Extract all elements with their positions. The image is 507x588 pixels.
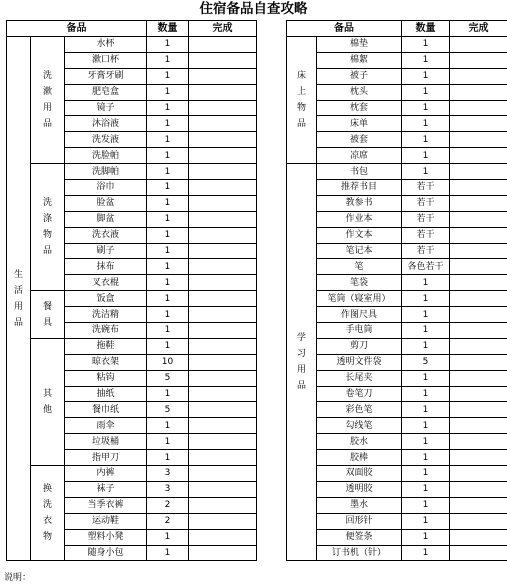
item-done-cell[interactable]: [189, 148, 257, 164]
item-qty: 1: [402, 545, 450, 561]
item-name: 便签条: [317, 529, 402, 545]
item-qty: 1: [402, 370, 450, 386]
table-row: [7, 291, 507, 307]
table-row: [7, 116, 507, 132]
table-row: [7, 100, 507, 116]
item-qty: 1: [147, 450, 189, 466]
table-row: [7, 243, 507, 259]
category-life: 生 活 用 品: [7, 37, 31, 561]
item-qty: 1: [147, 132, 189, 148]
item-done-cell[interactable]: [189, 211, 257, 227]
item-done-cell[interactable]: [189, 338, 257, 354]
item-done-cell[interactable]: [189, 84, 257, 100]
item-name: 洗发液: [65, 132, 147, 148]
item-name: 回形针: [317, 513, 402, 529]
item-done-cell[interactable]: [450, 37, 507, 53]
item-qty: 1: [147, 227, 189, 243]
item-qty: 1: [147, 275, 189, 291]
gap-cell: [257, 227, 287, 243]
item-done-cell[interactable]: [189, 227, 257, 243]
item-name: 笔: [317, 259, 402, 275]
item-name: 作图尺具: [317, 307, 402, 323]
table-row: [7, 434, 507, 450]
header-left-item: 备品: [7, 21, 147, 37]
gap-cell: [257, 338, 287, 354]
item-qty: 1: [402, 37, 450, 53]
group-name: 床 上 物 品: [287, 37, 317, 164]
item-name: 洗衣液: [65, 227, 147, 243]
table-row: [7, 450, 507, 466]
item-qty: 1: [147, 68, 189, 84]
checklist-table: [6, 20, 507, 561]
item-done-cell[interactable]: [450, 545, 507, 561]
table-row: [7, 148, 507, 164]
item-done-cell[interactable]: [450, 354, 507, 370]
item-name: 沐浴液: [65, 116, 147, 132]
item-qty: 3: [147, 466, 189, 482]
gap-cell: [257, 481, 287, 497]
item-qty: 1: [402, 386, 450, 402]
item-name: 双面胶: [317, 466, 402, 482]
item-done-cell[interactable]: [450, 450, 507, 466]
gap-cell: [257, 529, 287, 545]
item-done-cell[interactable]: [450, 132, 507, 148]
item-done-cell[interactable]: [450, 386, 507, 402]
table-row: [7, 481, 507, 497]
group-name: 餐 具: [31, 291, 65, 339]
item-name: 拖鞋: [65, 338, 147, 354]
item-name: 洗脸帕: [65, 148, 147, 164]
table-row: [7, 37, 507, 53]
item-qty: 3: [147, 481, 189, 497]
item-qty: 5: [147, 370, 189, 386]
item-done-cell[interactable]: [189, 195, 257, 211]
item-done-cell[interactable]: [450, 227, 507, 243]
item-qty: 1: [147, 259, 189, 275]
item-name: 透明文件袋: [317, 354, 402, 370]
item-qty: 各色若干: [402, 259, 450, 275]
table-row: [7, 275, 507, 291]
item-qty: 5: [147, 402, 189, 418]
item-qty: 1: [402, 275, 450, 291]
table-row: [7, 497, 507, 513]
item-qty: 1: [402, 84, 450, 100]
item-done-cell[interactable]: [450, 84, 507, 100]
gap-cell: [257, 180, 287, 196]
item-done-cell[interactable]: [189, 434, 257, 450]
item-qty: 1: [147, 52, 189, 68]
table-row: [7, 323, 507, 339]
item-done-cell[interactable]: [450, 164, 507, 180]
item-name: 洗脚帕: [65, 164, 147, 180]
item-name: 塑料小凳: [65, 529, 147, 545]
item-name: 当季衣裤: [65, 497, 147, 513]
header-row: [7, 21, 507, 37]
table-row: [7, 418, 507, 434]
item-qty: 1: [147, 84, 189, 100]
item-done-cell[interactable]: [189, 291, 257, 307]
item-name: 叉衣棍: [65, 275, 147, 291]
gap-cell: [257, 275, 287, 291]
item-qty: 1: [147, 195, 189, 211]
item-done-cell[interactable]: [450, 291, 507, 307]
table-row: [7, 529, 507, 545]
item-done-cell[interactable]: [189, 481, 257, 497]
item-name: 抽纸: [65, 386, 147, 402]
gap-cell: [257, 450, 287, 466]
table-row: [7, 259, 507, 275]
item-qty: 若干: [402, 211, 450, 227]
gap-cell: [257, 466, 287, 482]
table-row: [7, 52, 507, 68]
item-done-cell[interactable]: [450, 275, 507, 291]
gap-cell: [257, 259, 287, 275]
gap-cell: [257, 84, 287, 100]
item-name: 透明胶: [317, 481, 402, 497]
item-name: 内裤: [65, 466, 147, 482]
header-right-item: 备品: [287, 21, 402, 37]
item-qty: 2: [147, 497, 189, 513]
table-row: [7, 513, 507, 529]
item-name: 笔记本: [317, 243, 402, 259]
item-qty: 1: [147, 116, 189, 132]
item-done-cell[interactable]: [450, 481, 507, 497]
item-qty: 若干: [402, 227, 450, 243]
item-name: 脚盆: [65, 211, 147, 227]
item-done-cell[interactable]: [189, 513, 257, 529]
item-done-cell[interactable]: [189, 243, 257, 259]
item-done-cell[interactable]: [450, 323, 507, 339]
item-done-cell[interactable]: [450, 100, 507, 116]
item-done-cell[interactable]: [189, 529, 257, 545]
gap-cell: [257, 291, 287, 307]
gap-cell: [257, 148, 287, 164]
group-name: 洗 涤 物 品: [31, 164, 65, 291]
item-done-cell[interactable]: [189, 402, 257, 418]
item-qty: 1: [147, 338, 189, 354]
item-qty: 1: [147, 307, 189, 323]
item-qty: 1: [147, 100, 189, 116]
gap-cell: [257, 307, 287, 323]
item-name: 作文本: [317, 227, 402, 243]
item-done-cell[interactable]: [189, 418, 257, 434]
item-qty: 1: [147, 243, 189, 259]
item-qty: 2: [147, 513, 189, 529]
item-qty: 1: [147, 211, 189, 227]
table-row: [7, 545, 507, 561]
table-row: [7, 211, 507, 227]
item-name: 订书机（针）: [317, 545, 402, 561]
gap-cell: [257, 386, 287, 402]
item-qty: 1: [147, 434, 189, 450]
table-row: [7, 132, 507, 148]
item-done-cell[interactable]: [450, 402, 507, 418]
table-row: [7, 338, 507, 354]
item-qty: 1: [402, 466, 450, 482]
group-name: 其 他: [31, 338, 65, 465]
header-gap: [257, 21, 287, 37]
item-name: 作业本: [317, 211, 402, 227]
table-row: [7, 354, 507, 370]
item-name: 洗碗布: [65, 323, 147, 339]
table-row: [7, 307, 507, 323]
gap-cell: [257, 354, 287, 370]
table-row: [7, 402, 507, 418]
gap-cell: [257, 323, 287, 339]
item-qty: 1: [402, 434, 450, 450]
item-qty: 1: [402, 513, 450, 529]
item-name: 长尾夹: [317, 370, 402, 386]
item-done-cell[interactable]: [189, 37, 257, 53]
table-row: [7, 386, 507, 402]
item-done-cell[interactable]: [450, 68, 507, 84]
item-done-cell[interactable]: [189, 323, 257, 339]
item-qty: 1: [402, 323, 450, 339]
table-row: [7, 164, 507, 180]
item-name: 卷笔刀: [317, 386, 402, 402]
item-qty: 1: [402, 497, 450, 513]
table-row: [7, 370, 507, 386]
item-name: 漱口杯: [65, 52, 147, 68]
item-qty: 1: [402, 164, 450, 180]
item-done-cell[interactable]: [450, 529, 507, 545]
item-done-cell[interactable]: [450, 434, 507, 450]
item-qty: 1: [402, 418, 450, 434]
item-qty: 1: [147, 37, 189, 53]
group-name: 学 习 用 品: [287, 164, 317, 561]
item-name: 书包: [317, 164, 402, 180]
item-done-cell[interactable]: [189, 180, 257, 196]
item-name: 教参书: [317, 195, 402, 211]
item-done-cell[interactable]: [189, 100, 257, 116]
item-qty: 1: [402, 132, 450, 148]
item-qty: 若干: [402, 243, 450, 259]
item-name: 勾线笔: [317, 418, 402, 434]
item-name: 脸盆: [65, 195, 147, 211]
item-name: 垃圾桶: [65, 434, 147, 450]
item-qty: 1: [402, 450, 450, 466]
table-row: [7, 227, 507, 243]
gap-cell: [257, 402, 287, 418]
item-qty: 1: [402, 291, 450, 307]
item-done-cell[interactable]: [450, 497, 507, 513]
gap-cell: [257, 434, 287, 450]
note-text: 说明：: [4, 573, 32, 583]
item-done-cell[interactable]: [189, 370, 257, 386]
item-name: 被套: [317, 132, 402, 148]
item-done-cell[interactable]: [189, 386, 257, 402]
item-done-cell[interactable]: [450, 259, 507, 275]
item-name: 笔袋: [317, 275, 402, 291]
gap-cell: [257, 195, 287, 211]
item-qty: 5: [402, 354, 450, 370]
item-name: 棉絮: [317, 52, 402, 68]
item-name: 枕套: [317, 100, 402, 116]
group-name: 洗 漱 用 品: [31, 37, 65, 164]
gap-cell: [257, 243, 287, 259]
item-done-cell[interactable]: [189, 354, 257, 370]
gap-cell: [257, 211, 287, 227]
table-row: [7, 180, 507, 196]
item-qty: 1: [402, 529, 450, 545]
gap-cell: [257, 370, 287, 386]
item-done-cell[interactable]: [189, 497, 257, 513]
item-qty: 1: [147, 386, 189, 402]
gap-cell: [257, 497, 287, 513]
item-qty: 1: [147, 164, 189, 180]
item-name: 手电筒: [317, 323, 402, 339]
item-qty: 1: [147, 291, 189, 307]
item-name: 彩色笔: [317, 402, 402, 418]
page-title: 住宿备品自查攻略: [199, 1, 308, 17]
gap-cell: [257, 513, 287, 529]
table-row: [7, 84, 507, 100]
item-name: 饭盒: [65, 291, 147, 307]
gap-cell: [257, 68, 287, 84]
item-name: 推荐书目: [317, 180, 402, 196]
item-qty: 10: [147, 354, 189, 370]
item-done-cell[interactable]: [450, 418, 507, 434]
item-name: 剪刀: [317, 338, 402, 354]
item-done-cell[interactable]: [450, 370, 507, 386]
item-qty: 1: [402, 68, 450, 84]
item-name: 肥皂盒: [65, 84, 147, 100]
item-name: 晾衣架: [65, 354, 147, 370]
gap-cell: [257, 52, 287, 68]
item-done-cell[interactable]: [189, 52, 257, 68]
item-name: 粘钩: [65, 370, 147, 386]
item-name: 刷子: [65, 243, 147, 259]
item-done-cell[interactable]: [450, 195, 507, 211]
item-name: 凉席: [317, 148, 402, 164]
item-name: 棉垫: [317, 37, 402, 53]
item-qty: 1: [402, 481, 450, 497]
item-done-cell[interactable]: [450, 116, 507, 132]
item-name: 雨伞: [65, 418, 147, 434]
item-qty: 1: [402, 307, 450, 323]
item-name: 运动鞋: [65, 513, 147, 529]
table-row: [7, 466, 507, 482]
item-name: 餐巾纸: [65, 402, 147, 418]
item-done-cell[interactable]: [450, 338, 507, 354]
item-done-cell[interactable]: [189, 466, 257, 482]
item-qty: 1: [402, 148, 450, 164]
header-left-done: 完成: [189, 21, 257, 37]
item-done-cell[interactable]: [189, 275, 257, 291]
item-name: 袜子: [65, 481, 147, 497]
header-right-qty: 数量: [402, 21, 450, 37]
item-qty: 1: [147, 323, 189, 339]
header-left-qty: 数量: [147, 21, 189, 37]
item-qty: 1: [402, 52, 450, 68]
item-name: 被子: [317, 68, 402, 84]
item-done-cell[interactable]: [450, 513, 507, 529]
item-qty: 若干: [402, 195, 450, 211]
item-done-cell[interactable]: [450, 180, 507, 196]
item-done-cell[interactable]: [189, 545, 257, 561]
item-done-cell[interactable]: [450, 307, 507, 323]
item-name: 抹布: [65, 259, 147, 275]
item-qty: 1: [147, 545, 189, 561]
item-done-cell[interactable]: [450, 466, 507, 482]
item-qty: 1: [147, 529, 189, 545]
item-name: 浴巾: [65, 180, 147, 196]
item-done-cell[interactable]: [450, 52, 507, 68]
item-qty: 1: [402, 338, 450, 354]
gap-cell: [257, 116, 287, 132]
item-name: 随身小包: [65, 545, 147, 561]
item-qty: 若干: [402, 180, 450, 196]
item-done-cell[interactable]: [189, 132, 257, 148]
item-name: 洗洁精: [65, 307, 147, 323]
item-qty: 1: [147, 180, 189, 196]
header-right-done: 完成: [450, 21, 507, 37]
item-done-cell[interactable]: [189, 68, 257, 84]
gap-cell: [257, 418, 287, 434]
item-name: 墨水: [317, 497, 402, 513]
item-qty: 1: [147, 148, 189, 164]
item-name: 床单: [317, 116, 402, 132]
gap-cell: [257, 164, 287, 180]
item-done-cell[interactable]: [189, 450, 257, 466]
item-name: 牙膏牙刷: [65, 68, 147, 84]
item-name: 指甲刀: [65, 450, 147, 466]
item-qty: 1: [402, 100, 450, 116]
gap-cell: [257, 132, 287, 148]
gap-cell: [257, 37, 287, 53]
table-row: [7, 68, 507, 84]
item-qty: 1: [147, 418, 189, 434]
item-done-cell[interactable]: [189, 259, 257, 275]
item-done-cell[interactable]: [450, 211, 507, 227]
table-row: [7, 195, 507, 211]
item-name: 枕头: [317, 84, 402, 100]
item-name: 胶水: [317, 434, 402, 450]
item-qty: 1: [402, 116, 450, 132]
item-name: 水杯: [65, 37, 147, 53]
item-qty: 1: [402, 402, 450, 418]
item-done-cell[interactable]: [189, 164, 257, 180]
item-name: 胶棒: [317, 450, 402, 466]
item-name: 笔筒（寝室用）: [317, 291, 402, 307]
gap-cell: [257, 100, 287, 116]
group-name: 换 洗 衣 物: [31, 466, 65, 561]
gap-cell: [257, 545, 287, 561]
item-done-cell[interactable]: [189, 307, 257, 323]
item-name: 镜子: [65, 100, 147, 116]
item-done-cell[interactable]: [450, 148, 507, 164]
item-done-cell[interactable]: [450, 243, 507, 259]
item-done-cell[interactable]: [189, 116, 257, 132]
